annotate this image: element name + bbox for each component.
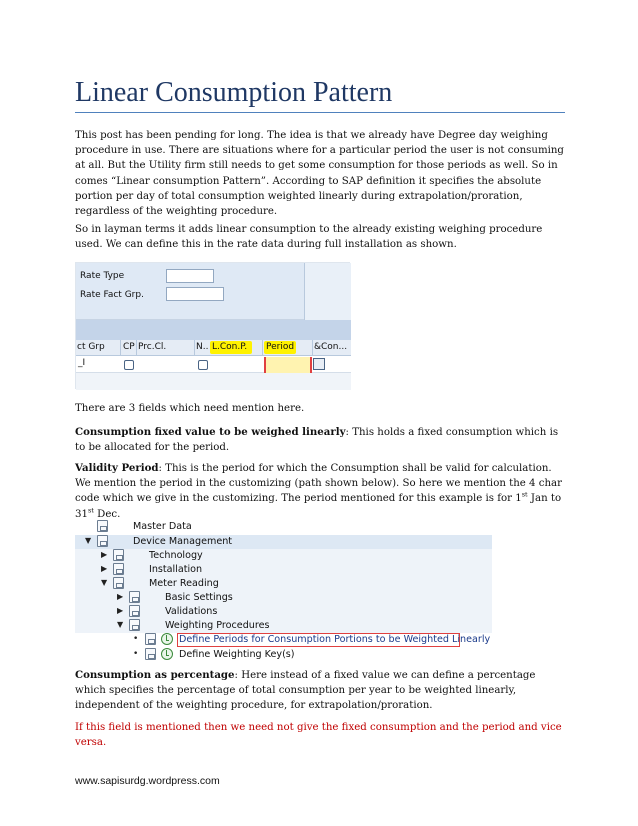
rate-type-field[interactable] — [166, 269, 214, 283]
intro-paragraph: This post has been pending for long. The idea is that we already have Degree day weighing procedure in use. There are situations where for a particular period the user is not consuming at all. But the Utility firm still needs to get some consumption for those periods as well. So in comes “Linear consumption Pattern”. According to SAP definition it specifies the absolute portion per day of total consumption weighted linearly during extrapolation/proration, regardless of the weighting procedure. — [75, 130, 564, 218]
field1-paragraph — [75, 425, 565, 455]
n-checkbox[interactable] — [198, 360, 208, 370]
collapsed-triangle-icon[interactable]: ▶ — [101, 550, 108, 559]
col-ct-grp: ct Grp — [77, 342, 105, 352]
title-rule — [75, 112, 565, 113]
field3-desc: : Here instead of a fixed value we can define a percentage which specifies the percentage of total consumption per year to be weighted linearly, independent of the weighting procedure, for extrapolation/proration. — [75, 670, 536, 712]
col-period: Period — [266, 342, 295, 352]
folder-icon — [145, 633, 156, 645]
table-header — [76, 340, 351, 356]
page-title: Linear Consumption Pattern — [75, 77, 393, 108]
folder-icon — [129, 591, 140, 603]
col-cp: CP — [123, 342, 135, 352]
footer-url[interactable]: www.sapisurdg.wordpress.com — [75, 775, 220, 787]
tree-item-meter-reading[interactable]: ▼ Meter Reading — [75, 577, 492, 591]
tree-item-validations[interactable]: ▶ Validations — [75, 605, 492, 619]
collapsed-triangle-icon[interactable]: ▶ — [117, 606, 124, 615]
col-l-con-p: L.Con.P. — [212, 342, 248, 352]
con-button-icon[interactable] — [313, 358, 325, 370]
table-row — [76, 373, 351, 390]
folder-icon — [129, 619, 140, 631]
folder-icon — [129, 605, 140, 617]
tree-item-basic-settings[interactable]: ▶ Basic Settings — [75, 591, 492, 605]
ct-grp-value: _I — [78, 358, 86, 368]
cp-checkbox[interactable] — [124, 360, 134, 370]
folder-icon — [97, 520, 108, 532]
rate-type-label: Rate Type — [80, 271, 125, 281]
expanded-triangle-icon[interactable]: ▼ — [85, 536, 92, 545]
expanded-triangle-icon[interactable]: ▼ — [117, 620, 124, 629]
tree-item-technology[interactable]: ▶ Technology — [75, 549, 492, 563]
layman-paragraph: So in layman terms it adds linear consumption to the already existing weighing procedure used. We can define this in the rate data during full installation as shown. — [75, 224, 543, 251]
col-n: N.. — [196, 342, 209, 352]
rate-fact-grp-field[interactable] — [166, 287, 224, 301]
field1-desc: : This holds a fixed consumption which is to be allocated for the period. — [75, 427, 559, 454]
bullet-icon: • — [133, 634, 139, 644]
expanded-triangle-icon[interactable]: ▼ — [101, 578, 108, 587]
field2-term: Validity Period — [75, 462, 159, 474]
folder-icon — [145, 648, 156, 660]
collapsed-triangle-icon[interactable]: ▶ — [101, 564, 108, 573]
field3-paragraph — [75, 668, 565, 714]
rate-data-screenshot — [75, 262, 350, 389]
period-input-cell[interactable] — [264, 357, 312, 373]
folder-icon — [113, 563, 124, 575]
note-paragraph: If this field is mentioned then we need not give the fixed consumption and the period and vice versa. — [75, 722, 562, 749]
customizing-tree-screenshot — [75, 521, 492, 660]
tree-item-master-data[interactable]: Master Data — [75, 520, 492, 534]
collapsed-triangle-icon[interactable]: ▶ — [117, 592, 124, 601]
field2-paragraph: Validity Period: This is the period for which the Consumption shall be valid for calculation. We mention the period in the customizing (path shown below). So here we mention the 4 char code which we give in the customizing. The period mentioned for this example is for 1st Jan to 31st Dec. — [75, 462, 562, 520]
field3-term: Consumption as percentage — [75, 669, 235, 681]
rate-header-area — [76, 263, 351, 320]
execute-clock-icon[interactable] — [161, 633, 173, 645]
col-prc-cl: Prc.Cl. — [138, 342, 167, 352]
execute-clock-icon[interactable] — [161, 648, 173, 660]
fields-intro: There are 3 fields which need mention here. — [75, 403, 305, 414]
table-toolbar-band — [76, 320, 351, 340]
folder-icon — [113, 577, 124, 589]
tree-item-device-management[interactable]: ▼ Device Management — [75, 535, 492, 549]
folder-icon — [97, 535, 108, 547]
tree-item-define-weighting-keys[interactable]: • Define Weighting Key(s) — [133, 649, 295, 660]
bullet-icon: • — [133, 649, 139, 659]
tree-item-define-periods[interactable]: • Define Periods for Consumption Portions to be Weighted Linearly — [133, 634, 491, 645]
rate-fact-grp-label: Rate Fact Grp. — [80, 290, 144, 300]
tree-item-weighting-procedures[interactable]: ▼ Weighting Procedures — [75, 619, 492, 633]
folder-icon — [113, 549, 124, 561]
tree-item-installation[interactable]: ▶ Installation — [75, 563, 492, 577]
field1-term: Consumption fixed value to be weighed linearly — [75, 426, 346, 438]
col-con: &Con... — [314, 342, 348, 352]
